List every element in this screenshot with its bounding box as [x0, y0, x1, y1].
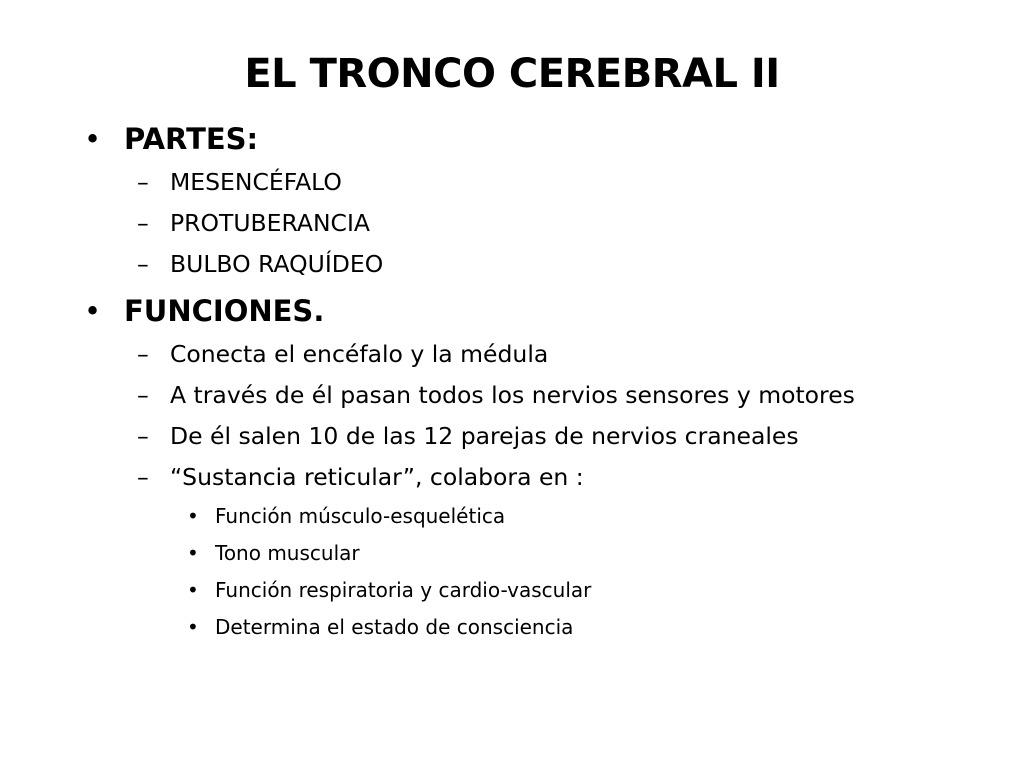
dash-marker: –	[137, 463, 149, 491]
sub-list-item-text: Tono muscular	[215, 541, 360, 565]
sub-list-item	[187, 540, 360, 566]
sub-list-item	[187, 503, 505, 529]
list-item-text: “Sustancia reticular”, colabora en :	[170, 463, 584, 491]
list-item-text: MESENCÉFALO	[170, 168, 342, 196]
dash-marker: –	[137, 168, 149, 196]
sub-list-item-text: Función respiratoria y cardio-vascular	[215, 578, 592, 602]
dash-marker: –	[137, 381, 149, 409]
list-item-text: PROTUBERANCIA	[170, 209, 370, 237]
dash-marker: –	[137, 250, 149, 278]
list-item-text: A través de él pasan todos los nervios sensores y motores	[170, 381, 855, 409]
bullet-marker: •	[187, 504, 199, 528]
list-item	[137, 339, 548, 369]
sub-list-item	[187, 577, 591, 603]
list-item	[137, 380, 855, 410]
list-item	[137, 462, 584, 492]
bullet-marker: •	[187, 578, 199, 602]
sub-list-item	[187, 614, 573, 640]
section-heading: FUNCIONES.	[124, 294, 325, 328]
sub-list-item-text: Determina el estado de consciencia	[215, 615, 574, 639]
list-item-text: BULBO RAQUÍDEO	[170, 250, 384, 278]
dash-marker: –	[137, 422, 149, 450]
dash-marker: –	[137, 209, 149, 237]
bullet-marker: •	[84, 122, 102, 156]
sub-list-item-text: Función músculo-esquelética	[215, 504, 506, 528]
bullet-marker: •	[187, 615, 199, 639]
list-item	[137, 249, 383, 279]
bullet-marker: •	[84, 294, 102, 328]
bullet-partes	[84, 121, 258, 157]
bullet-funciones	[84, 293, 324, 329]
slide-title: EL TRONCO CEREBRAL II	[244, 51, 780, 97]
list-item	[137, 208, 370, 238]
list-item-text: Conecta el encéfalo y la médula	[170, 340, 549, 368]
list-item-text: De él salen 10 de las 12 parejas de nervios craneales	[170, 422, 799, 450]
section-heading: PARTES:	[124, 122, 259, 156]
bullet-marker: •	[187, 541, 199, 565]
list-item	[137, 421, 799, 451]
dash-marker: –	[137, 340, 149, 368]
list-item	[137, 167, 342, 197]
